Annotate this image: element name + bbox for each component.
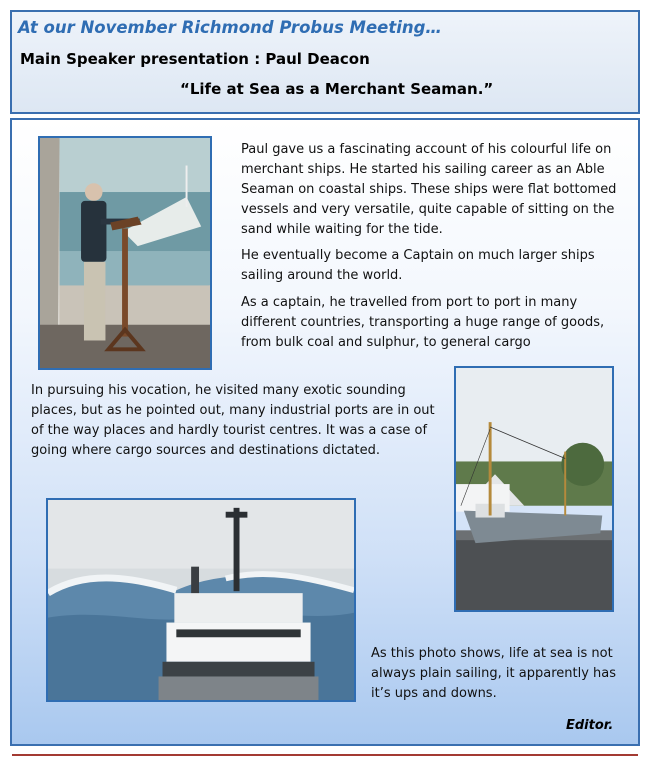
paragraph-1 bbox=[241, 140, 626, 240]
rough-seas-photo bbox=[46, 498, 356, 702]
bottom-divider bbox=[12, 754, 638, 756]
paragraph-2-text: He eventually become a Captain on much larger ships sailing around the world. bbox=[241, 248, 595, 283]
paragraph-4-text: In pursuing his vocation, he visited many exotic sounding places, but as he pointed out, many industrial ports are in out of the way places and hardly tourist centres. It was a case of going where cargo sources and destinations dictated. bbox=[31, 383, 435, 458]
header-box bbox=[10, 10, 640, 114]
paragraph-4 bbox=[31, 381, 441, 461]
talk-title: “Life at Sea as a Merchant Seaman.” bbox=[180, 80, 494, 98]
speaker-photo bbox=[38, 136, 212, 370]
meeting-heading: At our November Richmond Probus Meeting… bbox=[18, 18, 442, 37]
editor-signoff: Editor. bbox=[566, 718, 614, 733]
paragraph-2 bbox=[241, 246, 626, 286]
paragraph-3 bbox=[241, 293, 626, 353]
paragraph-5 bbox=[371, 644, 633, 704]
paragraph-1-text: Paul gave us a fascinating account of his colourful life on merchant ships. He started his sailing career as an Able Seaman on coastal ships. These ships were flat bottomed vessels and very versatile, quite capable of sitting on the sand while waiting for the tide. bbox=[241, 142, 617, 237]
speaker-line: Main Speaker presentation : Paul Deacon bbox=[20, 50, 370, 68]
paragraph-5-text: As this photo shows, life at sea is not always plain sailing, it apparently has it’s ups and downs. bbox=[371, 646, 617, 701]
harbour-ship-photo bbox=[454, 366, 614, 612]
paragraph-3-text: As a captain, he travelled from port to port in many different countries, transporting a huge range of goods, from bulk coal and sulphur, to general cargo bbox=[241, 295, 605, 350]
